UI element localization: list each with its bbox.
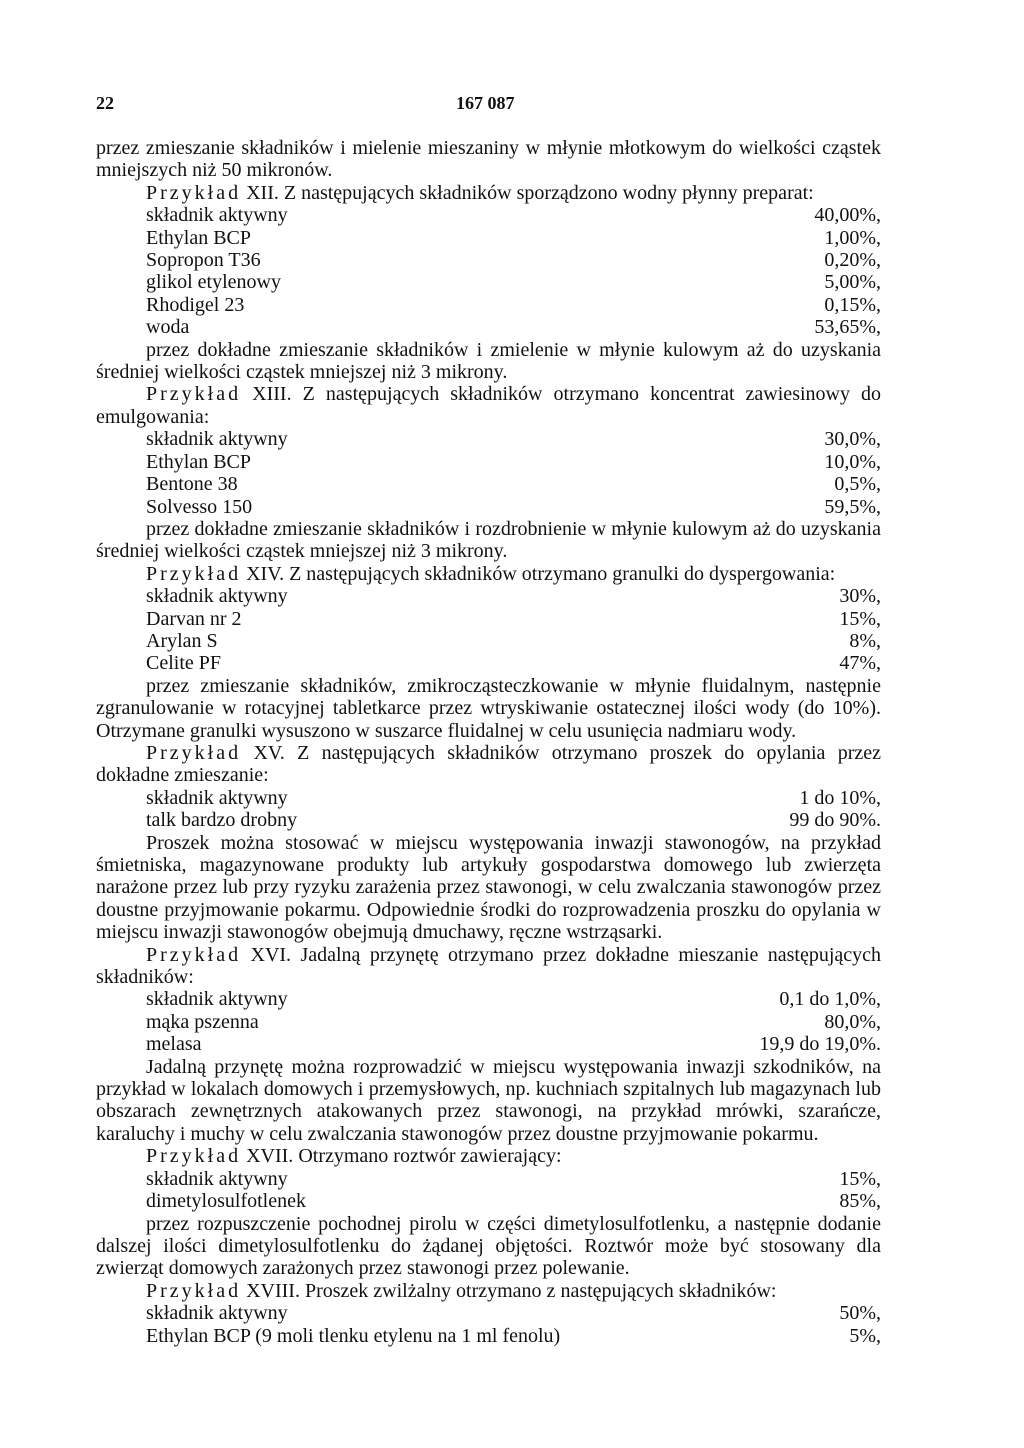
example-number: XVI.	[250, 943, 292, 966]
ingredient-row	[96, 473, 881, 495]
ingredient-value: 47%,	[839, 652, 881, 675]
example-xvii-after: przez rozpuszczenie pochodnej pirolu w części dimetylosulfotlenku, a następnie dodanie dalszej ilości dimetylosulfotlenku do żądanej objętości. Roztwór może być stosowany dla zwierząt domowych zarażonych przez stawonogi przez polewanie.	[96, 1212, 881, 1280]
example-xii-after: przez dokładne zmieszanie składników i zmielenie w młynie kulowym aż do uzyskania średniej wielkości cząstek mniejszej niż 3 mikrony.	[96, 338, 881, 384]
example-label: Przykład	[146, 1145, 242, 1168]
patent-number: 167 087	[456, 93, 515, 113]
ingredient-row	[96, 1033, 881, 1055]
ingredient-row	[96, 271, 881, 293]
example-xiii-after: przez dokładne zmieszanie składników i rozdrobnienie w młynie kulowym aż do uzyskania średniej wielkości cząstek mniejszej niż 3 mikrony.	[96, 517, 881, 563]
ingredient-name: Sopropon T36	[146, 249, 261, 272]
ingredient-name: Bentone 38	[146, 473, 238, 496]
example-label: Przykład	[146, 741, 242, 764]
ingredient-name: składnik aktywny	[146, 585, 288, 608]
ingredient-value: 19,9 do 19,0%.	[759, 1033, 881, 1056]
ingredient-value: 15%,	[839, 1167, 881, 1190]
example-text: Proszek zwilżalny otrzymano z następujących składników:	[304, 1279, 777, 1302]
ingredient-name: składnik aktywny	[146, 786, 288, 809]
example-text: Z następujących składników otrzymano koncentrat zawiesinowy do emulgowania:	[96, 383, 882, 428]
ingredient-value: 1 do 10%,	[799, 786, 881, 809]
example-number: XV.	[253, 741, 285, 764]
ingredient-name: woda	[146, 316, 190, 339]
ingredient-row	[96, 227, 881, 249]
ingredient-row	[96, 585, 881, 607]
ingredient-row	[96, 249, 881, 271]
ingredient-name: Ethylan BCP (9 moli tlenku etylenu na 1 ml fenolu)	[146, 1324, 561, 1347]
ingredient-row	[96, 1168, 881, 1190]
ingredient-name: Ethylan BCP	[146, 450, 252, 473]
ingredient-row	[96, 204, 881, 226]
example-xvi-heading	[96, 944, 881, 989]
ingredient-name: składnik aktywny	[146, 428, 288, 451]
ingredient-name: glikol etylenowy	[146, 271, 281, 294]
ingredient-name: składnik aktywny	[146, 1167, 288, 1190]
ingredient-row	[96, 608, 881, 630]
ingredient-row	[96, 1011, 881, 1033]
ingredient-name: Ethylan BCP	[146, 226, 252, 249]
ingredient-row	[96, 316, 881, 338]
example-xiv-heading	[96, 563, 881, 585]
ingredient-value: 15%,	[839, 607, 881, 630]
ingredient-row	[96, 1325, 881, 1347]
ingredient-name: Arylan S	[146, 629, 218, 652]
page-header	[96, 93, 886, 117]
example-text: Z następujących składników otrzymano granulki do dyspergowania:	[289, 562, 836, 585]
ingredient-value: 80,0%,	[824, 1010, 881, 1033]
example-number: XII.	[246, 181, 279, 204]
ingredient-value: 0,5%,	[834, 473, 881, 496]
ingredient-row	[96, 652, 881, 674]
ingredient-name: mąka pszenna	[146, 1010, 259, 1033]
example-number: XIII.	[252, 383, 292, 406]
ingredient-name: składnik aktywny	[146, 988, 288, 1011]
example-xii-heading	[96, 182, 881, 204]
document-body	[96, 137, 881, 1347]
ingredient-value: 0,15%,	[824, 293, 881, 316]
example-xiii-heading	[96, 383, 881, 428]
example-xiv-after: przez zmieszanie składników, zmikrocząsteczkowanie w młynie fluidalnym, następnie zgranulowanie w rotacyjnej tabletkarce przez wtryskiwanie ostatecznej ilości wody (do 10%). Otrzymane granulki wysuszono w suszarce fluidalnej w celu usunięcia nadmiaru wody.	[96, 674, 881, 742]
ingredient-value: 59,5%,	[824, 495, 881, 518]
ingredient-row	[96, 809, 881, 831]
ingredient-row	[96, 988, 881, 1010]
ingredient-value: 8%,	[849, 629, 881, 652]
ingredient-row	[96, 1302, 881, 1324]
ingredient-value: 1,00%,	[824, 226, 881, 249]
ingredient-name: Solvesso 150	[146, 495, 253, 518]
ingredient-name: składnik aktywny	[146, 204, 288, 227]
ingredient-name: Rhodigel 23	[146, 293, 245, 316]
example-xv-after: Proszek można stosować w miejscu występowania inwazji stawonogów, na przykład śmietniska, magazynowane produkty lub artykuły gospodarstwa domowego lub zwierzęta narażone przez lub przy ryzyku zarażenia przez stawonogi, w celu zwalczania stawonogów przez doustne przyjmowanie pokarmu. Odpowiednie środki do rozprowadzenia proszku do opylania w miejscu inwazji stawonogów obejmują dmuchawy, ręczne wstrząsarki.	[96, 831, 881, 944]
ingredient-value: 99 do 90%.	[789, 809, 881, 832]
ingredient-row	[96, 1190, 881, 1212]
ingredient-value: 30,0%,	[824, 428, 881, 451]
ingredient-value: 0,1 do 1,0%,	[779, 988, 881, 1011]
ingredient-name: Celite PF	[146, 652, 222, 675]
ingredient-name: Darvan nr 2	[146, 607, 242, 630]
ingredient-row	[96, 451, 881, 473]
ingredient-value: 50%,	[839, 1302, 881, 1325]
example-label: Przykład	[146, 181, 242, 204]
ingredient-value: 0,20%,	[824, 249, 881, 272]
ingredient-row	[96, 630, 881, 652]
example-number: XVII.	[246, 1145, 294, 1168]
ingredient-row	[96, 428, 881, 450]
ingredient-value: 5%,	[849, 1324, 881, 1347]
ingredient-value: 10,0%,	[824, 450, 881, 473]
example-text: Z następujących składników otrzymano proszek do opylania przez dokładne zmieszanie:	[96, 741, 882, 787]
example-xviii-heading	[96, 1280, 881, 1302]
example-number: XIV.	[246, 562, 285, 585]
ingredient-row	[96, 787, 881, 809]
ingredient-value: 53,65%,	[814, 316, 881, 339]
ingredient-row	[96, 496, 881, 518]
example-text: Otrzymano roztwór zawierający:	[298, 1145, 562, 1168]
ingredient-value: 85%,	[839, 1190, 881, 1213]
example-label: Przykład	[146, 562, 242, 585]
example-text: Jadalną przynętę otrzymano przez dokładne mieszanie następujących składników:	[96, 943, 882, 989]
ingredient-value: 30%,	[839, 585, 881, 608]
example-text: Z następujących składników sporządzono wodny płynny preparat:	[283, 181, 814, 204]
example-label: Przykład	[146, 1279, 242, 1302]
example-label: Przykład	[146, 943, 242, 966]
ingredient-value: 5,00%,	[824, 271, 881, 294]
ingredient-name: dimetylosulfotlenek	[146, 1190, 306, 1213]
example-xvi-after: Jadalną przynętę można rozprowadzić w miejscu występowania inwazji szkodników, na przykład w lokalach domowych i przemysłowych, np. kuchniach szpitalnych lub magazynach lub obszarach zewnętrznych atakowanych przez stawonogi, na przykład mrówki, szarańcze, karaluchy i muchy w celu zwalczania stawonogów przez doustne przyjmowanie pokarmu.	[96, 1055, 881, 1145]
ingredient-name: składnik aktywny	[146, 1302, 288, 1325]
ingredient-name: melasa	[146, 1033, 202, 1056]
example-number: XVIII.	[246, 1279, 300, 1302]
example-xvii-heading	[96, 1145, 881, 1167]
example-label: Przykład	[146, 383, 242, 406]
paragraph-intro: przez zmieszanie składników i mielenie mieszaniny w młynie młotkowym do wielkości cząstek mniejszych niż 50 mikronów.	[96, 137, 881, 182]
ingredient-name: talk bardzo drobny	[146, 809, 298, 832]
ingredient-value: 40,00%,	[814, 204, 881, 227]
example-xv-heading	[96, 742, 881, 787]
ingredient-row	[96, 294, 881, 316]
page-number: 22	[96, 93, 114, 113]
